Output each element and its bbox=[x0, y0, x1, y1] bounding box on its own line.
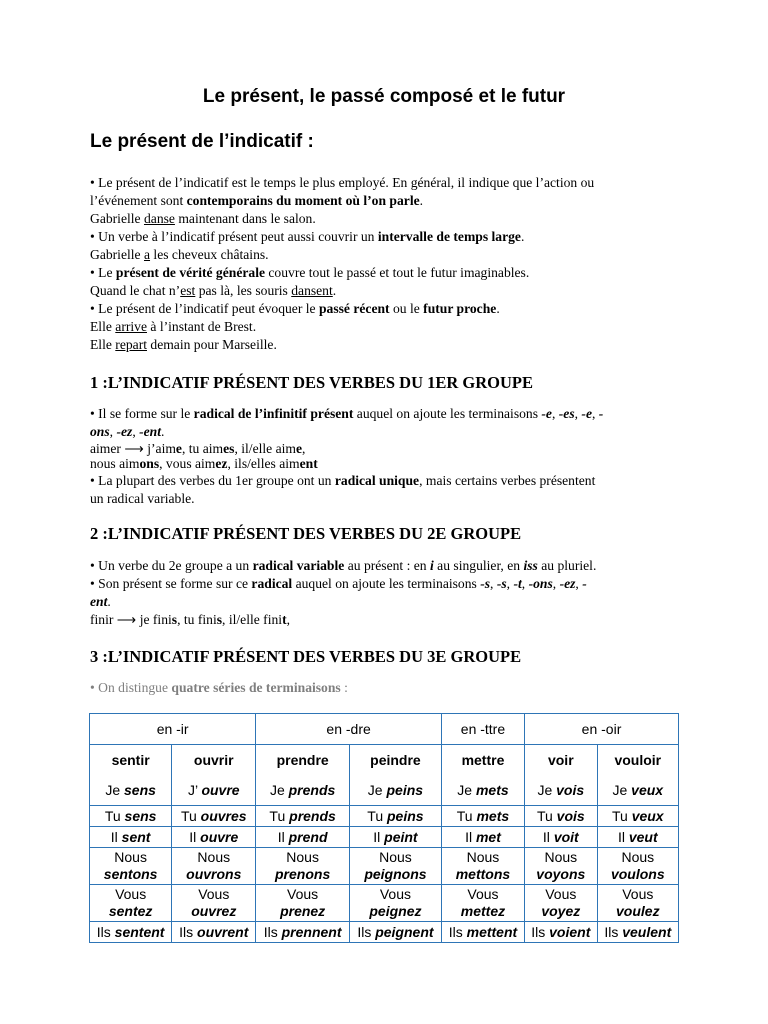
verb-infinitive: peindre bbox=[370, 752, 421, 768]
table-row bbox=[90, 848, 679, 885]
paragraph: ent. bbox=[90, 594, 111, 609]
conjugation-cell bbox=[349, 848, 441, 885]
conjugation-cell bbox=[525, 806, 598, 827]
verb-form: peins bbox=[387, 807, 424, 824]
section-heading-present: Le présent de l’indicatif : bbox=[90, 131, 314, 152]
verb-form: prenons bbox=[275, 866, 331, 882]
conjugation-cell bbox=[441, 922, 524, 943]
verb-form: veulent bbox=[622, 923, 672, 940]
verb-infinitive: vouloir bbox=[614, 752, 662, 768]
conjugation-cell bbox=[172, 922, 256, 943]
section-heading-group3: 3 :L’INDICATIF PRÉSENT DES VERBES DU 3E GROUPE bbox=[90, 647, 522, 666]
paragraph: ons, -ez, -ent. bbox=[90, 424, 165, 439]
verb-form: voit bbox=[553, 828, 579, 845]
table-row bbox=[90, 806, 679, 827]
paragraph: • La plupart des verbes du 1er groupe ont un radical unique, mais certains verbes présentent bbox=[90, 473, 596, 488]
verb-form: vois bbox=[556, 782, 585, 798]
verb-form: prenez bbox=[280, 903, 326, 919]
conjugation-cell bbox=[90, 848, 172, 885]
section-heading-group2: 2 :L’INDICATIF PRÉSENT DES VERBES DU 2E GROUPE bbox=[90, 524, 522, 543]
verb-form: ouvre bbox=[201, 782, 240, 798]
verb-form: peignent bbox=[375, 923, 434, 940]
conjugation-cell bbox=[172, 885, 256, 922]
conjugation-cell bbox=[256, 848, 350, 885]
verb-form: prends bbox=[288, 782, 336, 798]
conjugated-form bbox=[444, 775, 522, 805]
pronoun: Vous bbox=[115, 886, 147, 902]
pronoun: Ils bbox=[96, 923, 111, 940]
pronoun: Nous bbox=[466, 849, 500, 865]
verb-cell bbox=[525, 745, 598, 806]
page-title: Le présent, le passé composé et le futur bbox=[202, 86, 566, 107]
conjugated-form bbox=[352, 775, 439, 805]
verb-form: voulons bbox=[610, 866, 665, 882]
example-sentence: aimer ⟶ j’aime, tu aimes, il/elle aime, bbox=[90, 441, 306, 456]
conjugation-cell bbox=[597, 848, 678, 885]
paragraph: • Un verbe à l’indicatif présent peut aussi couvrir un intervalle de temps large. bbox=[90, 229, 525, 244]
conjugation-cell bbox=[349, 806, 441, 827]
example-sentence: Elle arrive à l’instant de Brest. bbox=[90, 319, 257, 334]
pronoun: Tu bbox=[269, 807, 286, 824]
verb-cell bbox=[172, 745, 256, 806]
pronoun: Vous bbox=[287, 886, 319, 902]
group1-text bbox=[90, 405, 690, 508]
verb-form: ouvrez bbox=[191, 903, 237, 919]
paragraph: • Le présent de l’indicatif peut évoquer le passé récent ou le futur proche. bbox=[90, 301, 500, 316]
verb-form: voyons bbox=[536, 866, 586, 882]
conjugation-cell bbox=[525, 885, 598, 922]
intro-text bbox=[90, 174, 690, 354]
verb-cell bbox=[597, 745, 678, 806]
verb-form: met bbox=[475, 828, 501, 845]
pronoun: Il bbox=[277, 828, 285, 845]
pronoun: Tu bbox=[536, 807, 553, 824]
pronoun: Ils bbox=[531, 923, 546, 940]
conjugated-form bbox=[92, 775, 169, 805]
conjugation-table bbox=[89, 713, 679, 943]
verb-form: veux bbox=[631, 807, 664, 824]
verb-cell bbox=[441, 745, 524, 806]
conjugation-cell bbox=[90, 885, 172, 922]
conjugation-cell bbox=[441, 885, 524, 922]
verb-infinitive: sentir bbox=[111, 752, 150, 768]
verb-infinitive: voir bbox=[547, 752, 574, 768]
verb-form: sentez bbox=[108, 903, 153, 919]
verb-infinitive: ouvrir bbox=[193, 752, 234, 768]
conjugation-cell bbox=[597, 827, 678, 848]
verb-form: sens bbox=[124, 807, 157, 824]
conjugation-cell bbox=[525, 848, 598, 885]
verb-form: prends bbox=[289, 807, 336, 824]
paragraph: • On distingue quatre séries de terminaisons : bbox=[90, 680, 348, 695]
example-sentence: Gabrielle danse maintenant dans le salon. bbox=[90, 211, 316, 226]
table-row bbox=[90, 827, 679, 848]
verb-cell bbox=[90, 745, 172, 806]
verb-form: peignons bbox=[364, 866, 427, 882]
verb-cell bbox=[349, 745, 441, 806]
verb-form: ouvrent bbox=[197, 923, 249, 940]
pronoun: Vous bbox=[545, 886, 577, 902]
paragraph: un radical variable. bbox=[90, 491, 195, 506]
example-sentence: Gabrielle a les cheveux châtains. bbox=[90, 247, 269, 262]
pronoun: Vous bbox=[379, 886, 411, 902]
pronoun: Ils bbox=[604, 923, 619, 940]
verb-cell bbox=[256, 745, 350, 806]
conjugation-cell bbox=[349, 827, 441, 848]
verb-form: veut bbox=[628, 828, 658, 845]
group-header: en -dre bbox=[256, 714, 442, 745]
verb-form: vois bbox=[556, 807, 585, 824]
conjugation-cell bbox=[172, 806, 256, 827]
pronoun: Tu bbox=[367, 807, 384, 824]
pronoun: Ils bbox=[357, 923, 372, 940]
conjugation-cell bbox=[349, 922, 441, 943]
verb-infinitive: mettre bbox=[461, 752, 505, 768]
paragraph: • Le présent de l’indicatif est le temps le plus employé. En général, il indique que l’action ou bbox=[90, 175, 595, 190]
conjugation-cell bbox=[441, 827, 524, 848]
paragraph: l’événement sont contemporains du moment où l’on parle. bbox=[90, 193, 424, 208]
conjugation-cell bbox=[525, 922, 598, 943]
pronoun: Vous bbox=[198, 886, 230, 902]
verb-form: voyez bbox=[541, 903, 581, 919]
pronoun: Ils bbox=[448, 923, 463, 940]
pronoun: Tu bbox=[456, 807, 473, 824]
pronoun: Il bbox=[373, 828, 381, 845]
verb-form: sentons bbox=[103, 866, 158, 882]
pronoun: Nous bbox=[621, 849, 655, 865]
conjugation-cell bbox=[90, 922, 172, 943]
conjugated-form bbox=[527, 775, 595, 805]
pronoun: Je bbox=[457, 782, 473, 798]
verb-form: voulez bbox=[616, 903, 660, 919]
pronoun: Vous bbox=[622, 886, 654, 902]
conjugation-cell bbox=[172, 827, 256, 848]
pronoun: Il bbox=[189, 828, 197, 845]
conjugation-cell bbox=[597, 885, 678, 922]
pronoun: Je bbox=[105, 782, 121, 798]
pronoun: Je bbox=[537, 782, 553, 798]
verb-form: prennent bbox=[281, 923, 342, 940]
verb-form: peint bbox=[384, 828, 418, 845]
verb-infinitive: prendre bbox=[276, 752, 329, 768]
verb-form: sentent bbox=[114, 923, 165, 940]
paragraph: • Un verbe du 2e groupe a un radical variable au présent : en i au singulier, en iss au pluriel. bbox=[90, 558, 597, 573]
pronoun: Ils bbox=[263, 923, 278, 940]
verb-form: sent bbox=[121, 828, 151, 845]
group-header: en -ttre bbox=[441, 714, 524, 745]
verb-form: ouvrons bbox=[186, 866, 242, 882]
conjugation-cell bbox=[597, 922, 678, 943]
paragraph: • Le présent de vérité générale couvre tout le passé et tout le futur imaginables. bbox=[90, 265, 530, 280]
pronoun: Il bbox=[542, 828, 550, 845]
pronoun: Je bbox=[367, 782, 383, 798]
paragraph: • Son présent se forme sur ce radical auquel on ajoute les terminaisons -s, -s, -t, -ons, -ez, - bbox=[90, 576, 587, 591]
conjugation-cell bbox=[597, 806, 678, 827]
group3-text bbox=[90, 679, 690, 697]
conjugation-cell bbox=[256, 885, 350, 922]
conjugation-cell bbox=[441, 848, 524, 885]
verb-form: peignez bbox=[369, 903, 422, 919]
conjugation-cell bbox=[90, 827, 172, 848]
pronoun: Nous bbox=[286, 849, 319, 865]
conjugation-cell bbox=[172, 848, 256, 885]
example-sentence: Elle repart demain pour Marseille. bbox=[90, 337, 277, 352]
pronoun: Vous bbox=[467, 886, 499, 902]
verb-form: mets bbox=[476, 807, 510, 824]
pronoun: Il bbox=[617, 828, 625, 845]
table-row bbox=[90, 922, 679, 943]
pronoun: Il bbox=[465, 828, 473, 845]
pronoun: Il bbox=[110, 828, 118, 845]
table-row bbox=[90, 745, 679, 806]
pronoun: Nous bbox=[379, 849, 412, 865]
table-row bbox=[90, 885, 679, 922]
verb-form: mettent bbox=[466, 923, 518, 940]
group-header: en -ir bbox=[90, 714, 256, 745]
section-heading-group1: 1 :L’INDICATIF PRÉSENT DES VERBES DU 1ER GROUPE bbox=[90, 373, 533, 392]
verb-form: prend bbox=[288, 828, 328, 845]
pronoun: Nous bbox=[197, 849, 231, 865]
pronoun: Nous bbox=[544, 849, 578, 865]
pronoun: Je bbox=[269, 782, 285, 798]
pronoun: Nous bbox=[114, 849, 147, 865]
pronoun: Tu bbox=[180, 807, 197, 824]
pronoun: Ils bbox=[179, 923, 194, 940]
verb-form: peins bbox=[386, 782, 424, 798]
verb-form: ouvres bbox=[200, 807, 247, 824]
pronoun: Tu bbox=[611, 807, 628, 824]
conjugation-cell bbox=[256, 922, 350, 943]
verb-form: ouvre bbox=[200, 828, 239, 845]
conjugation-cell bbox=[525, 827, 598, 848]
verb-form: mettez bbox=[460, 903, 506, 919]
verb-form: voient bbox=[549, 923, 591, 940]
conjugated-form bbox=[600, 775, 676, 805]
example-sentence: nous aimons, vous aimez, ils/elles aiment bbox=[90, 456, 318, 471]
verb-form: mets bbox=[475, 782, 509, 798]
conjugation-cell bbox=[349, 885, 441, 922]
verb-form: mettons bbox=[455, 866, 511, 882]
example-sentence: Quand le chat n’est pas là, les souris dansent. bbox=[90, 283, 337, 298]
paragraph: • Il se forme sur le radical de l’infinitif présent auquel on ajoute les terminaisons -e, -es, -e, - bbox=[90, 406, 604, 421]
example-sentence: finir ⟶ je finis, tu finis, il/elle finit, bbox=[90, 612, 290, 627]
conjugated-form bbox=[258, 775, 347, 805]
group-header: en -oir bbox=[525, 714, 679, 745]
conjugated-form bbox=[174, 775, 253, 805]
verb-form: sens bbox=[124, 782, 156, 798]
pronoun: Je bbox=[612, 782, 628, 798]
conjugation-cell bbox=[256, 806, 350, 827]
table-row bbox=[90, 714, 679, 745]
pronoun: J’ bbox=[187, 782, 198, 798]
group2-text bbox=[90, 557, 690, 629]
verb-form: veux bbox=[631, 782, 664, 798]
pronoun: Tu bbox=[104, 807, 121, 824]
conjugation-cell bbox=[441, 806, 524, 827]
conjugation-cell bbox=[256, 827, 350, 848]
conjugation-cell bbox=[90, 806, 172, 827]
